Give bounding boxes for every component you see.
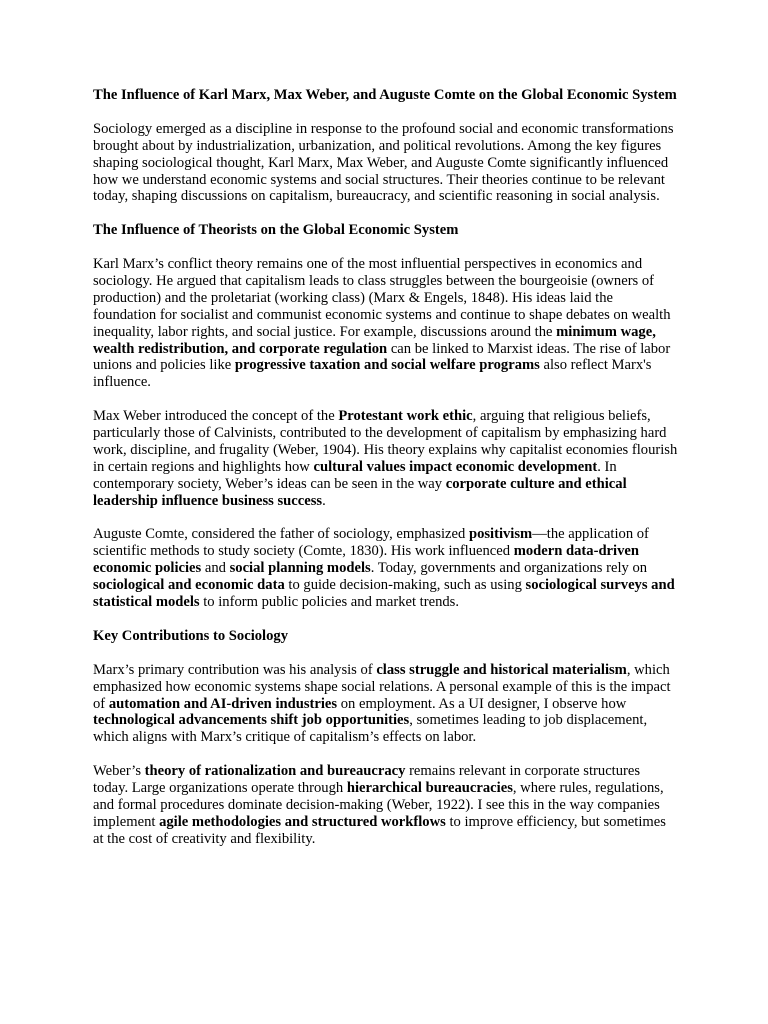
marx-contribution-paragraph — [93, 662, 678, 747]
bold-phrase: progressive taxation and social welfare programs — [234, 357, 540, 374]
text-run: , arguing that religious beliefs, particularly those of Calvinists, contributed to the development of capitalism by emphasizing hard work, discipline, and frugality (Weber, 1904). His theory explains why capitalist economies flourish in certain regions and highlights how — [93, 408, 678, 475]
marx-influence-paragraph — [93, 256, 678, 391]
text-run: . Today, governments and organizations rely on — [370, 560, 648, 577]
bold-phrase: modern data-driven economic policies — [93, 543, 639, 577]
text-run: remains relevant in corporate structures today. Large organizations operate through — [93, 763, 641, 797]
bold-phrase: class struggle and historical materialism — [376, 661, 627, 678]
text-run: , sometimes leading to job displacement, which aligns with Marx’s critique of capitalism’s effects on labor. — [93, 712, 648, 746]
bold-phrase: hierarchical bureaucracies — [346, 780, 513, 797]
bold-phrase: technological advancements shift job opportunities — [93, 712, 410, 729]
text-run: Auguste Comte, considered the father of sociology, emphasized — [93, 526, 469, 543]
text-run: . In contemporary society, Weber’s ideas can be seen in the way — [93, 458, 617, 492]
text-run: to guide decision-making, such as using — [284, 577, 526, 594]
comte-influence-paragraph — [93, 526, 678, 611]
bold-phrase: positivism — [468, 526, 533, 543]
bold-phrase: Protestant work ethic — [338, 408, 473, 425]
bold-phrase: sociological surveys and statistical models — [93, 577, 675, 611]
text-run: on employment. As a UI designer, I observe how — [337, 695, 627, 712]
text-run: Marx’s primary contribution was his analysis of — [93, 661, 377, 678]
text-run: to inform public policies and market trends. — [199, 594, 459, 611]
text-run: Weber’s — [93, 763, 145, 780]
text-run: , where rules, regulations, and formal procedures dominate decision-making (Weber, 1922). I see this in the way companies implement — [93, 780, 664, 830]
text-run: —the application of scientific methods to study society (Comte, 1830). His work influenced — [93, 526, 649, 560]
bold-phrase: minimum wage, wealth redistribution, and corporate regulation — [93, 323, 656, 357]
document-page — [93, 87, 678, 865]
bold-phrase: sociological and economic data — [93, 577, 285, 594]
intro-paragraph — [93, 121, 678, 206]
text-run: , which emphasized how economic systems shape social relations. A personal example of this is the impact of — [93, 661, 671, 712]
text-run: can be linked to Marxist ideas. The rise of labor unions and policies like — [93, 340, 671, 374]
text-run: . — [322, 492, 326, 509]
bold-phrase: automation and AI-driven industries — [108, 695, 338, 712]
text-run: also reflect Marx's influence. — [93, 357, 652, 391]
section-heading-contributions: Key Contributions to Sociology — [93, 627, 288, 644]
bold-phrase: theory of rationalization and bureaucracy — [144, 763, 406, 780]
weber-contribution-paragraph — [93, 763, 678, 848]
text-run: to improve efficiency, but sometimes at the cost of creativity and flexibility. — [93, 813, 666, 847]
document-title: The Influence of Karl Marx, Max Weber, and Auguste Comte on the Global Economic System — [93, 87, 677, 103]
text-run: Max Weber introduced the concept of the — [93, 408, 339, 425]
bold-phrase: cultural values impact economic development — [313, 458, 598, 475]
bold-phrase: corporate culture and ethical leadership influence business success — [93, 475, 627, 509]
section-heading-theorists: The Influence of Theorists on the Global Economic System — [93, 222, 459, 239]
text-run: Sociology emerged as a discipline in response to the profound social and economic transformations brought about by industrialization, urbanization, and political revolutions. Among the key figures shaping sociological thought, Karl Marx, Max Weber, and Auguste Comte significantly influenced how we understand economic systems and social structures. Their theories continue to be relevant today, shaping discussions on capitalism, bureaucracy, and scientific reasoning in social analysis. — [93, 120, 674, 205]
text-run: Karl Marx’s conflict theory remains one of the most influential perspectives in economics and sociology. He argued that capitalism leads to class struggles between the bourgeoisie (owners of production) and the proletariat (working class) (Marx & Engels, 1848). His ideas laid the foundation for socialist and communist economic systems and continue to shape debates on wealth inequality, labor rights, and social justice. For example, discussions around the — [93, 256, 671, 340]
text-run: and — [201, 560, 230, 577]
bold-phrase: social planning models — [229, 560, 371, 577]
bold-phrase: agile methodologies and structured workflows — [159, 813, 446, 830]
weber-influence-paragraph — [93, 408, 678, 509]
